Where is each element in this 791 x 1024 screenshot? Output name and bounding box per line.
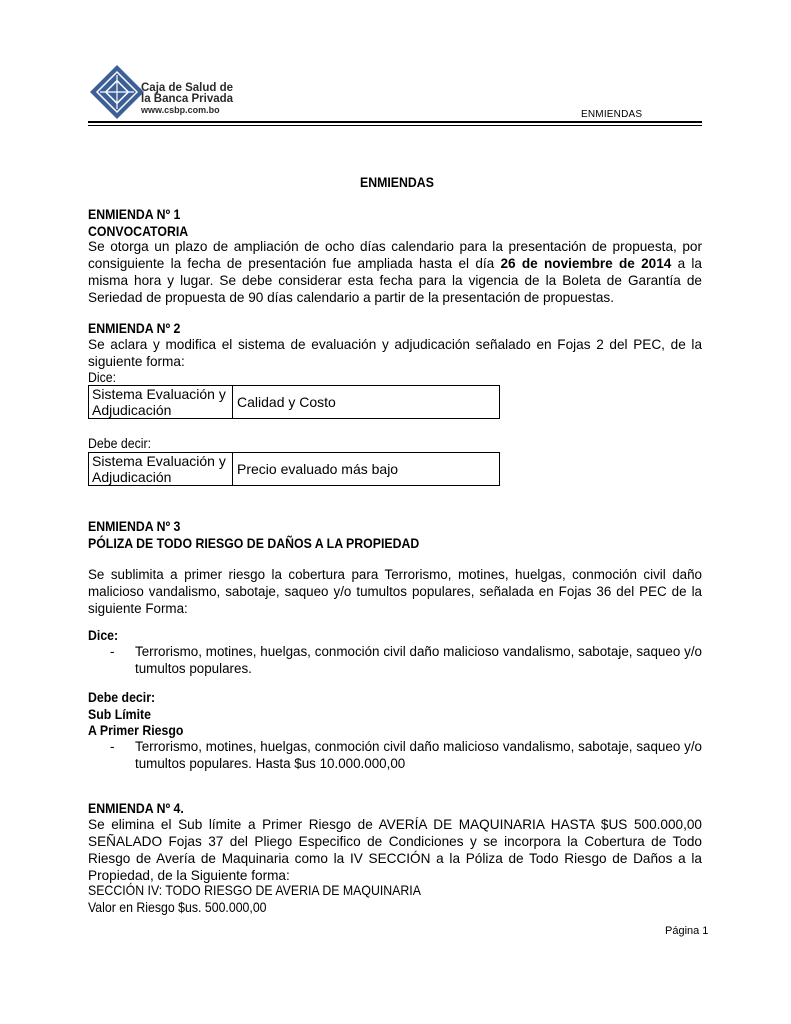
enmienda-2-text: Se aclara y modifica el sistema de evaluación y adjudicación señalado en Fojas 2 del PEC, de la siguiente forma: bbox=[88, 337, 702, 369]
enmienda-3-debe-label: Debe decir: bbox=[88, 689, 156, 705]
enmienda-3-dice-item: Terrorismo, motines, huelgas, conmoción civil daño malicioso vandalismo, sabotaje, saqueo y/o tumultos populares. bbox=[135, 644, 702, 676]
page-number: Página 1 bbox=[665, 925, 709, 937]
enmienda-3-text: Se sublimita a primer riesgo la cobertura para Terrorismo, motines, huelgas, conmoción civil daño malicioso vandalismo, sabotaje, saqueo y/o tumultos populares, señalada en Fojas 36 del PEC de la siguiente Forma: bbox=[88, 567, 702, 616]
enmienda-1-text bbox=[88, 238, 702, 306]
logo-line-2: la Banca Privada bbox=[141, 93, 234, 105]
table-row bbox=[89, 453, 500, 486]
enmienda-2-debe-label: Debe decir: bbox=[88, 435, 152, 451]
enmienda-4-section: SECCIÓN IV: TODO RIESGO DE AVERIA DE MAQUINARIA bbox=[88, 882, 421, 898]
header-label: ENMIENDAS bbox=[581, 109, 643, 120]
enmienda-1-heading: ENMIENDA Nº 1 bbox=[88, 206, 181, 222]
header-rule-thick bbox=[88, 121, 702, 123]
document-title: ENMIENDAS bbox=[360, 174, 434, 190]
enmienda-4-value: Valor en Riesgo $us. 500.000,00 bbox=[88, 899, 267, 915]
table-cell-value: Calidad y Costo bbox=[233, 386, 500, 419]
enmienda-4-text: Se elimina el Sub límite a Primer Riesgo de AVERÍA DE MAQUINARIA HASTA $US 500.000,00 SEÑALADO Fojas 37 del Pliego Especifico de Condiciones y se incorpora la Cobertura de Todo Riesgo de Avería de Maquinaria como la IV SECCIÓN a la Póliza de Todo Riesgo de Daños a la Propiedad, de la Siguiente forma: bbox=[88, 817, 702, 883]
enmienda-1-subheading: CONVOCATORIA bbox=[88, 223, 189, 239]
dice-table bbox=[88, 385, 500, 419]
enmienda-1-text-b: a la misma hora y lugar. Se debe considerar esta fecha para la vigencia de la Boleta de Garantía de Seriedad de propuesta de 90 días calendario a partir de la presentación de propuestas. bbox=[88, 256, 702, 305]
table-cell-label: Sistema Evaluación y Adjudicación bbox=[89, 453, 233, 486]
enmienda-3-heading: ENMIENDA Nº 3 bbox=[88, 518, 181, 534]
logo-line-1: Caja de Salud de bbox=[141, 82, 234, 94]
logo-line-3: www.csbp.com.bo bbox=[141, 105, 220, 115]
enmienda-3-dice-label: Dice: bbox=[88, 627, 119, 643]
logo-text bbox=[141, 83, 233, 116]
table-cell-value: Precio evaluado más bajo bbox=[233, 453, 500, 486]
bullet-dash: - bbox=[110, 739, 115, 754]
enmienda-1-date: 26 de noviembre de 2014 bbox=[500, 256, 672, 271]
enmienda-3-debe-item: Terrorismo, motines, huelgas, conmoción civil daño malicioso vandalismo, sabotaje, saqueo y/o tumultos populares. Hasta $us 10.000.000,00 bbox=[135, 739, 702, 771]
table-cell-label: Sistema Evaluación y Adjudicación bbox=[89, 386, 233, 419]
enmienda-3-subheading: PÓLIZA DE TODO RIESGO DE DAÑOS A LA PROPIEDAD bbox=[88, 535, 420, 551]
enmienda-2-heading: ENMIENDA Nº 2 bbox=[88, 320, 181, 336]
enmienda-4-heading: ENMIENDA Nº 4. bbox=[88, 800, 184, 816]
debe-decir-table bbox=[88, 452, 500, 486]
enmienda-2-dice-label: Dice: bbox=[88, 369, 117, 385]
enmienda-1-text-a: Se otorga un plazo de ampliación de ocho días calendario para la presentación de propuesta, por consiguiente la fecha de presentación fue ampliada hasta el día bbox=[88, 239, 702, 271]
enmienda-3-sub-limite: Sub Límite bbox=[88, 706, 151, 722]
company-logo bbox=[88, 63, 270, 121]
header-rule-thin bbox=[88, 125, 702, 126]
enmienda-3-primer-riesgo: A Primer Riesgo bbox=[88, 722, 184, 738]
table-row bbox=[89, 386, 500, 419]
bullet-dash: - bbox=[110, 644, 115, 659]
